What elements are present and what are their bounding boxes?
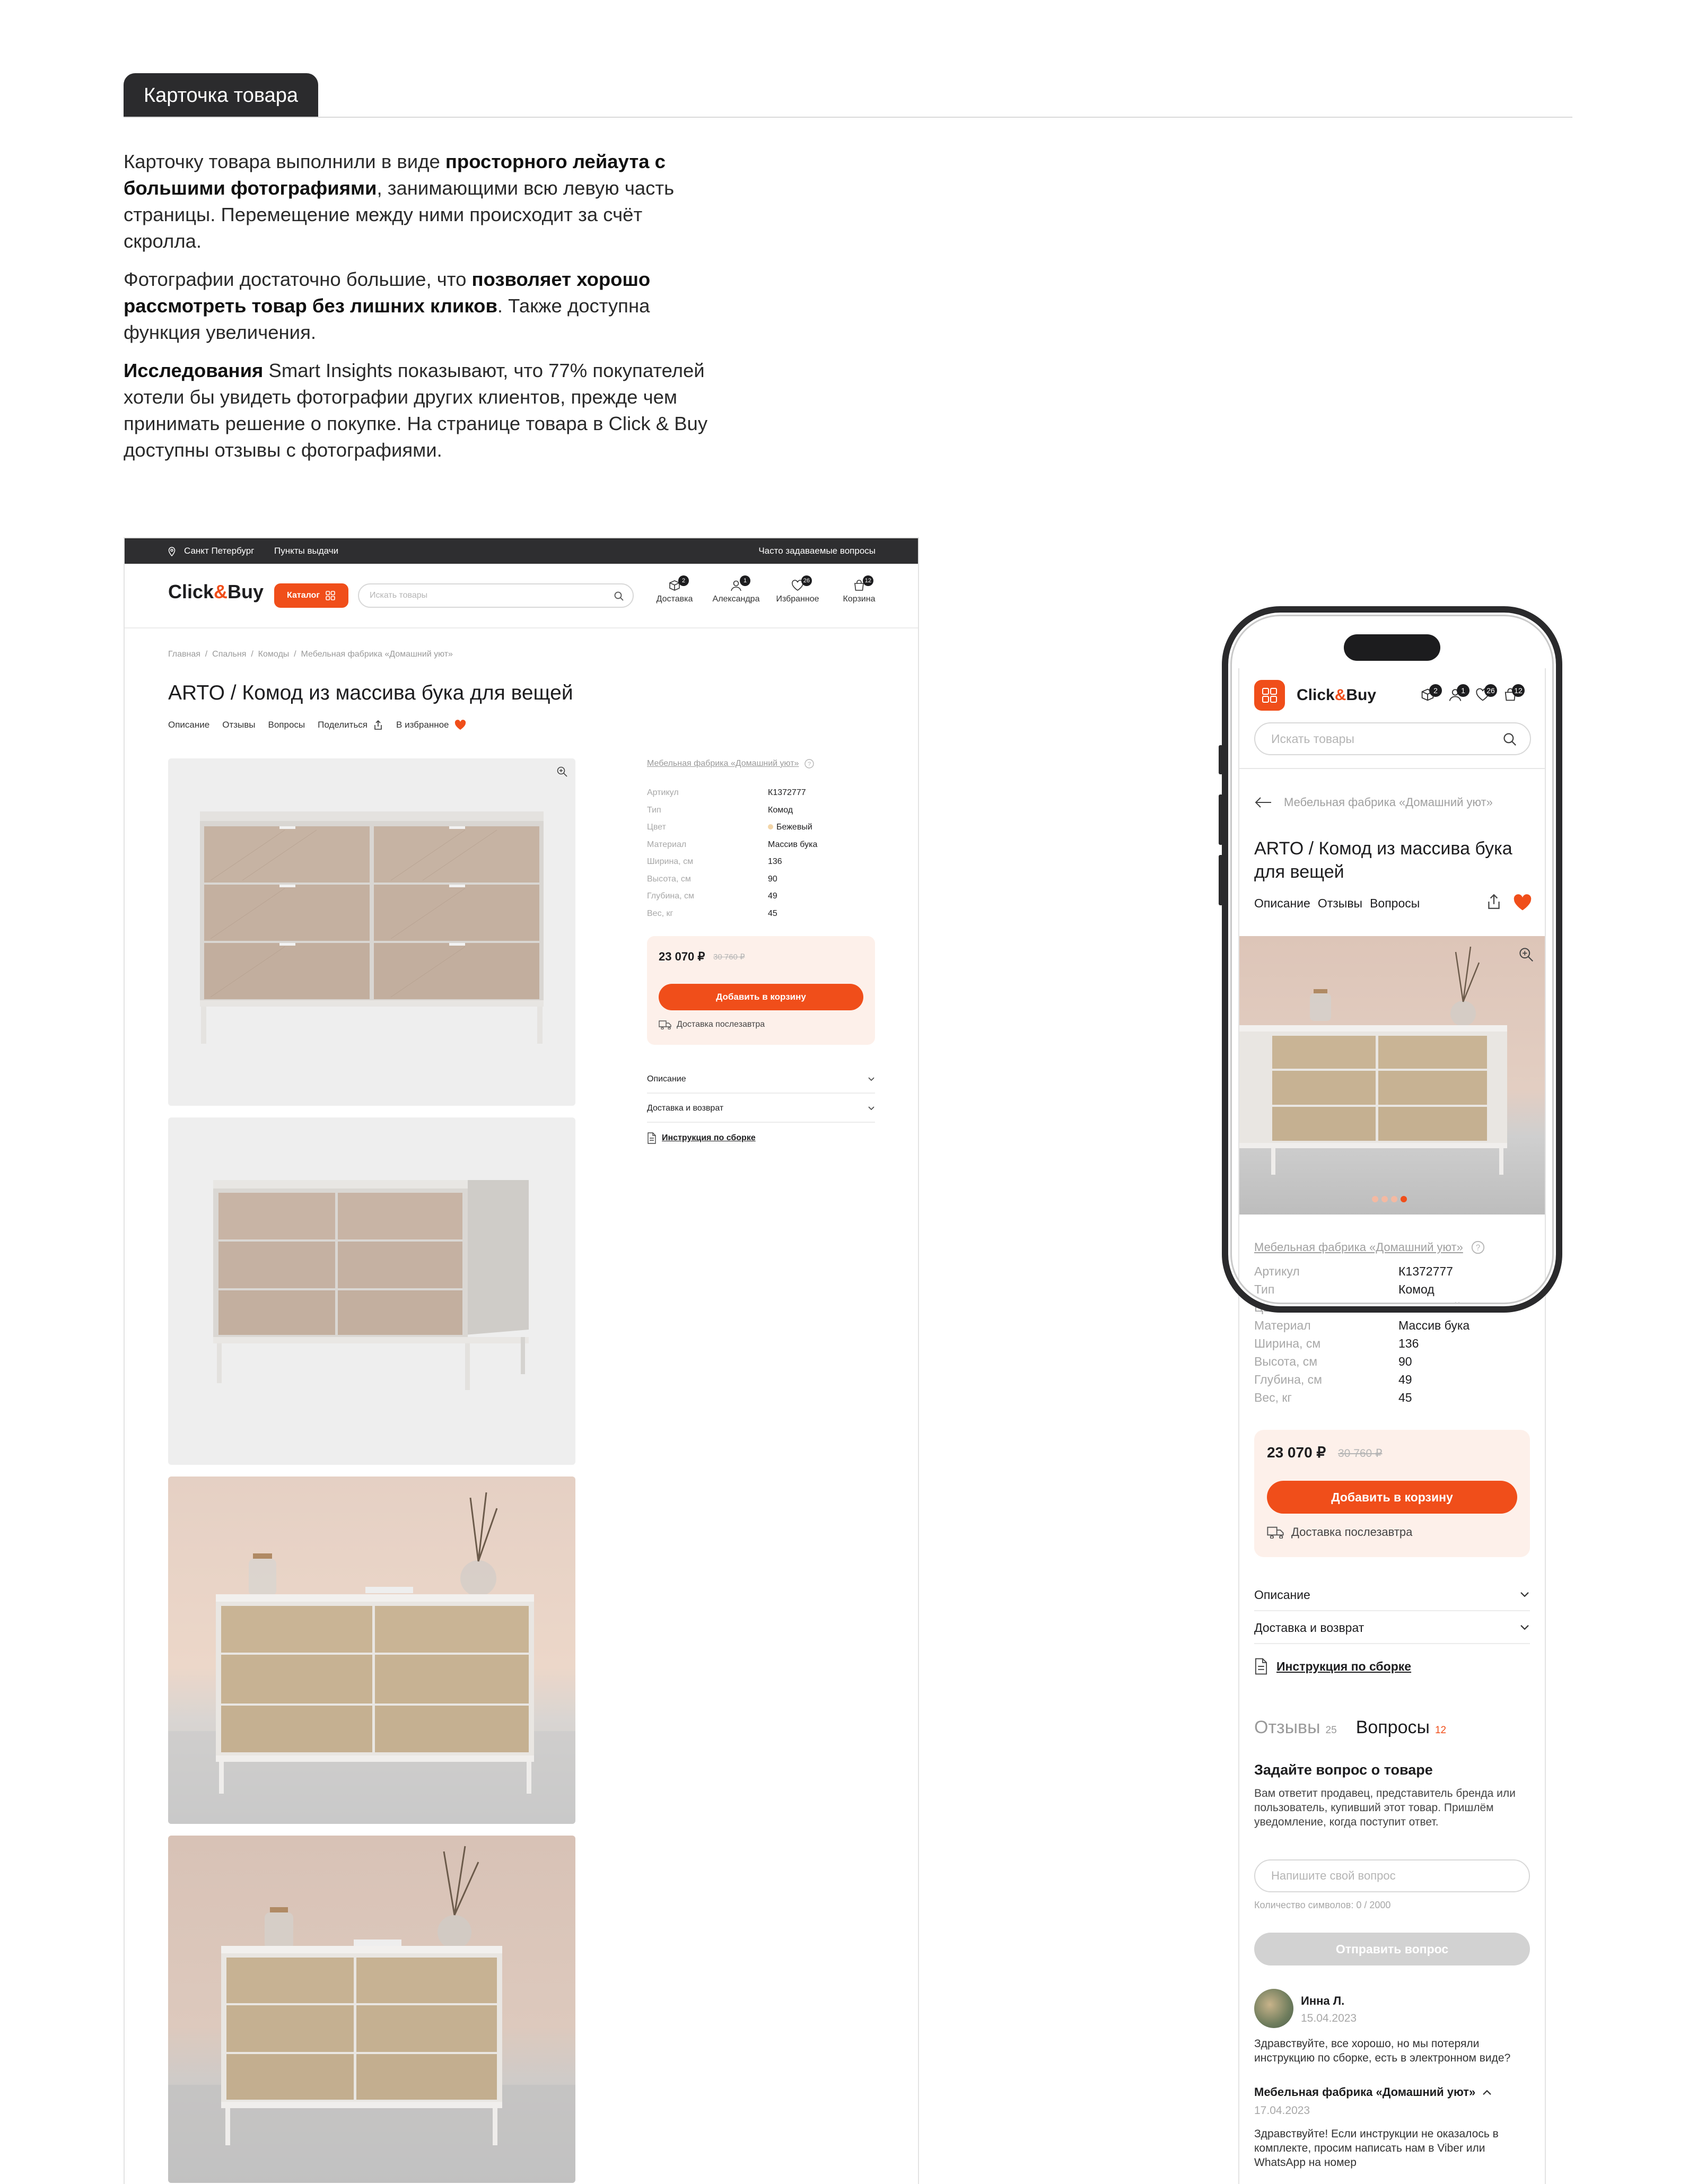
ask-question-text: Вам ответит продавец, представитель бренда или пользователь, купивший этот товар. Пришлём уведомление, когда поступит ответ. bbox=[1254, 1787, 1516, 1828]
breadcrumb-item[interactable]: Главная bbox=[168, 650, 200, 659]
phone-side-button bbox=[1219, 745, 1223, 774]
delivery-info: Доставка послезавтра bbox=[1267, 1525, 1412, 1539]
product-photo-1[interactable] bbox=[168, 758, 575, 1106]
spec-row: Цвет Бежевый bbox=[647, 823, 812, 832]
intro-paragraph-3: Исследования Smart Insights показывают, что 77% покупателей хотели бы увидеть фотографии других клиентов, прежде чем принимать решение о покупке. На странице товара в Click & Buy доступны отзывы с фотографиями. bbox=[124, 360, 708, 461]
tab-reviews[interactable]: Отзывы bbox=[1254, 1717, 1320, 1737]
mobile-search-input[interactable]: Искать товары bbox=[1254, 722, 1531, 755]
spec-row: Вес, кг 45 bbox=[1254, 1391, 1412, 1404]
add-to-cart-button[interactable]: Добавить в корзину bbox=[1267, 1481, 1517, 1514]
svg-text:?: ? bbox=[1475, 1243, 1481, 1253]
nav-profile[interactable]: 1 Александра bbox=[707, 580, 765, 604]
accordion-delivery[interactable]: Доставка и возврат bbox=[647, 1095, 875, 1123]
reply-date: 17.04.2023 bbox=[1254, 2104, 1310, 2117]
subnav-questions[interactable]: Вопросы bbox=[268, 720, 305, 730]
question-input[interactable]: Напишите свой вопрос bbox=[1254, 1859, 1530, 1892]
search-icon[interactable] bbox=[614, 591, 624, 601]
instruction-link[interactable]: Инструкция по сборке bbox=[1254, 1658, 1411, 1675]
intro-paragraph-2: Фотографии достаточно большие, что позволяет хорошо рассмотреть товар без лишних кликов. Также доступна функция увеличения. bbox=[124, 268, 651, 343]
comment-text: Здравствуйте, все хорошо, но мы потеряли инструкцию по сборке, есть в электронном виде? bbox=[1254, 2038, 1511, 2064]
cart-icon: 12 bbox=[852, 580, 866, 591]
section-divider bbox=[124, 117, 1572, 118]
reply-text: Здравствуйте! Если инструкции не оказалось в комплекте, просим написать нам в Viber или WhatsApp на номер bbox=[1254, 2128, 1499, 2169]
delivery-info: Доставка послезавтра bbox=[659, 1020, 765, 1029]
faq-link[interactable]: Часто задаваемые вопросы bbox=[758, 546, 876, 556]
dresser-interior-illustration bbox=[168, 1477, 575, 1824]
mobile-brand-link[interactable]: Мебельная фабрика «Домашний уют» ? bbox=[1254, 1240, 1485, 1255]
breadcrumb: Главная / Спальня / Комоды / Мебельная фабрика «Домашний уют» bbox=[168, 650, 453, 659]
logo[interactable]: Click&Buy bbox=[168, 581, 264, 602]
review-tabs bbox=[1254, 1717, 1446, 1738]
spec-row: Ширина, см 136 bbox=[647, 857, 782, 866]
header-nav bbox=[645, 580, 888, 604]
old-price: 30 760 ₽ bbox=[713, 953, 745, 962]
product-photo-3[interactable] bbox=[168, 1477, 575, 1824]
top-bar bbox=[125, 538, 918, 564]
document-icon bbox=[1254, 1658, 1268, 1675]
product-photo-2[interactable] bbox=[168, 1117, 575, 1465]
color-swatch bbox=[768, 824, 773, 829]
cart-icon[interactable]: 12 bbox=[1502, 687, 1518, 705]
accordion-description[interactable]: Описание bbox=[1254, 1579, 1530, 1611]
subnav-description[interactable]: Описание bbox=[1254, 896, 1310, 910]
pickup-points-link[interactable]: Пункты выдачи bbox=[274, 546, 339, 556]
mobile-page-title: ARTO / Комод из массива бука для вещей bbox=[1254, 838, 1512, 882]
tab-questions[interactable]: Вопросы bbox=[1355, 1717, 1430, 1737]
instruction-link[interactable]: Инструкция по сборке bbox=[647, 1132, 756, 1144]
phone-side-button bbox=[1558, 830, 1562, 915]
comment-date: 15.04.2023 bbox=[1301, 2012, 1357, 2024]
location-icon bbox=[168, 538, 176, 564]
comment-author: Инна Л. bbox=[1301, 1994, 1345, 2007]
mobile-back-breadcrumb[interactable]: Мебельная фабрика «Домашний уют» bbox=[1254, 796, 1493, 809]
svg-text:?: ? bbox=[808, 761, 811, 767]
breadcrumb-item[interactable]: Спальня bbox=[212, 650, 247, 659]
user-icon[interactable]: 1 bbox=[1447, 687, 1463, 705]
chevron-down-icon bbox=[868, 1077, 875, 1082]
product-photo-4[interactable] bbox=[168, 1836, 575, 2183]
section-tag: Карточка товара bbox=[124, 73, 318, 118]
dynamic-island bbox=[1344, 634, 1440, 661]
subnav-reviews[interactable]: Отзывы bbox=[222, 720, 256, 730]
spec-row: Материал Массив бука bbox=[1254, 1318, 1470, 1332]
product-subnav bbox=[168, 720, 466, 730]
nav-delivery[interactable]: 2 Доставка bbox=[645, 580, 704, 604]
reply-author[interactable]: Мебельная фабрика «Домашний уют» bbox=[1254, 2085, 1492, 2099]
accordion-delivery[interactable]: Доставка и возврат bbox=[1254, 1612, 1530, 1644]
spec-table bbox=[647, 784, 817, 922]
truck-icon bbox=[659, 1020, 671, 1029]
truck-icon bbox=[1267, 1526, 1284, 1539]
spec-row: Высота, см 90 bbox=[1254, 1355, 1412, 1368]
spec-row: Глубина, см 49 bbox=[1254, 1373, 1412, 1386]
box-icon[interactable]: 2 bbox=[1420, 687, 1436, 705]
share-button[interactable]: Поделиться bbox=[318, 720, 383, 730]
old-price: 30 760 ₽ bbox=[1338, 1447, 1383, 1460]
spec-row: Тип Комод bbox=[1254, 1282, 1434, 1296]
send-question-button[interactable]: Отправить вопрос bbox=[1254, 1933, 1530, 1965]
heart-icon: 26 bbox=[791, 580, 804, 591]
document-icon bbox=[647, 1132, 657, 1144]
nav-favorites[interactable]: 26 Избранное bbox=[768, 580, 827, 604]
heart-filled-icon bbox=[454, 720, 466, 730]
char-counter: Количество символов: 0 / 2000 bbox=[1254, 1900, 1391, 1910]
box-icon: 2 bbox=[668, 580, 681, 591]
city-link[interactable]: Санкт Петербург bbox=[184, 546, 255, 556]
questions-count: 12 bbox=[1434, 1725, 1447, 1736]
ask-question-title: Задайте вопрос о товаре bbox=[1254, 1762, 1433, 1778]
chevron-down-icon bbox=[1519, 1624, 1530, 1631]
spec-row: Высота, см 90 bbox=[647, 874, 777, 884]
reviews-count: 25 bbox=[1325, 1725, 1337, 1736]
search-input[interactable]: Искать товары bbox=[358, 583, 634, 608]
help-icon[interactable] bbox=[804, 758, 815, 769]
dresser-interior-alt-illustration bbox=[168, 1836, 575, 2183]
subnav-description[interactable]: Описание bbox=[168, 720, 210, 730]
price: 23 070 ₽ bbox=[1267, 1444, 1326, 1461]
chevron-down-icon bbox=[868, 1106, 875, 1111]
price: 23 070 ₽ bbox=[659, 950, 705, 963]
intro-paragraph-1: Карточку товара выполнили в виде просторного лейаута с большими фотографиями, занимающими всю левую часть страницы. Перемещение между ними происходит за счёт скролла. bbox=[124, 151, 675, 252]
phone-side-button bbox=[1219, 855, 1223, 905]
breadcrumb-item[interactable]: Комоды bbox=[258, 650, 290, 659]
spec-row: Артикул К1372777 bbox=[647, 788, 806, 797]
favorite-button[interactable]: В избранное bbox=[396, 720, 466, 730]
spec-row: Материал Массив бука bbox=[647, 840, 818, 849]
header bbox=[125, 564, 918, 628]
nav-cart[interactable]: 12 Корзина bbox=[830, 580, 888, 604]
intro-text bbox=[124, 148, 718, 475]
chevron-up-icon bbox=[1482, 2089, 1492, 2096]
spec-row: Тип Комод bbox=[647, 805, 793, 815]
dresser-illustration bbox=[168, 758, 575, 1106]
spec-row: Вес, кг 45 bbox=[647, 908, 777, 918]
subnav-questions[interactable]: Вопросы bbox=[1370, 896, 1420, 910]
brand-link[interactable]: Мебельная фабрика «Домашний уют» ? bbox=[647, 758, 815, 769]
subnav-reviews[interactable]: Отзывы bbox=[1317, 896, 1363, 910]
share-icon bbox=[373, 720, 383, 730]
breadcrumb-item[interactable]: Мебельная фабрика «Домашний уют» bbox=[301, 650, 453, 659]
zoom-icon[interactable] bbox=[556, 766, 568, 777]
mobile-price-box bbox=[1254, 1430, 1530, 1557]
spec-row: Глубина, см 49 bbox=[647, 892, 777, 901]
price-box bbox=[647, 936, 875, 1045]
heart-icon[interactable]: 26 bbox=[1475, 687, 1491, 705]
add-to-cart-button[interactable]: Добавить в корзину bbox=[659, 984, 863, 1010]
chevron-down-icon bbox=[1519, 1591, 1530, 1598]
phone-side-button bbox=[1219, 794, 1223, 845]
avatar bbox=[1254, 1989, 1293, 2028]
catalog-button[interactable]: Каталог bbox=[274, 583, 348, 608]
dresser-angle-illustration bbox=[168, 1117, 575, 1465]
desktop-mockup bbox=[124, 537, 919, 2184]
spec-row: Артикул К1372777 bbox=[1254, 1264, 1453, 1278]
spec-row: Ширина, см 136 bbox=[1254, 1336, 1419, 1350]
user-icon: 1 bbox=[729, 580, 743, 591]
phone-frame bbox=[1222, 606, 1562, 1313]
spec-row: Цвет Бежевый bbox=[1254, 1300, 1461, 1314]
grid-icon bbox=[325, 590, 336, 601]
accordion-description[interactable]: Описание bbox=[647, 1066, 875, 1094]
mobile-logo[interactable]: Click&Buy bbox=[1297, 686, 1377, 704]
page-title: ARTO / Комод из массива бука для вещей bbox=[168, 682, 573, 704]
